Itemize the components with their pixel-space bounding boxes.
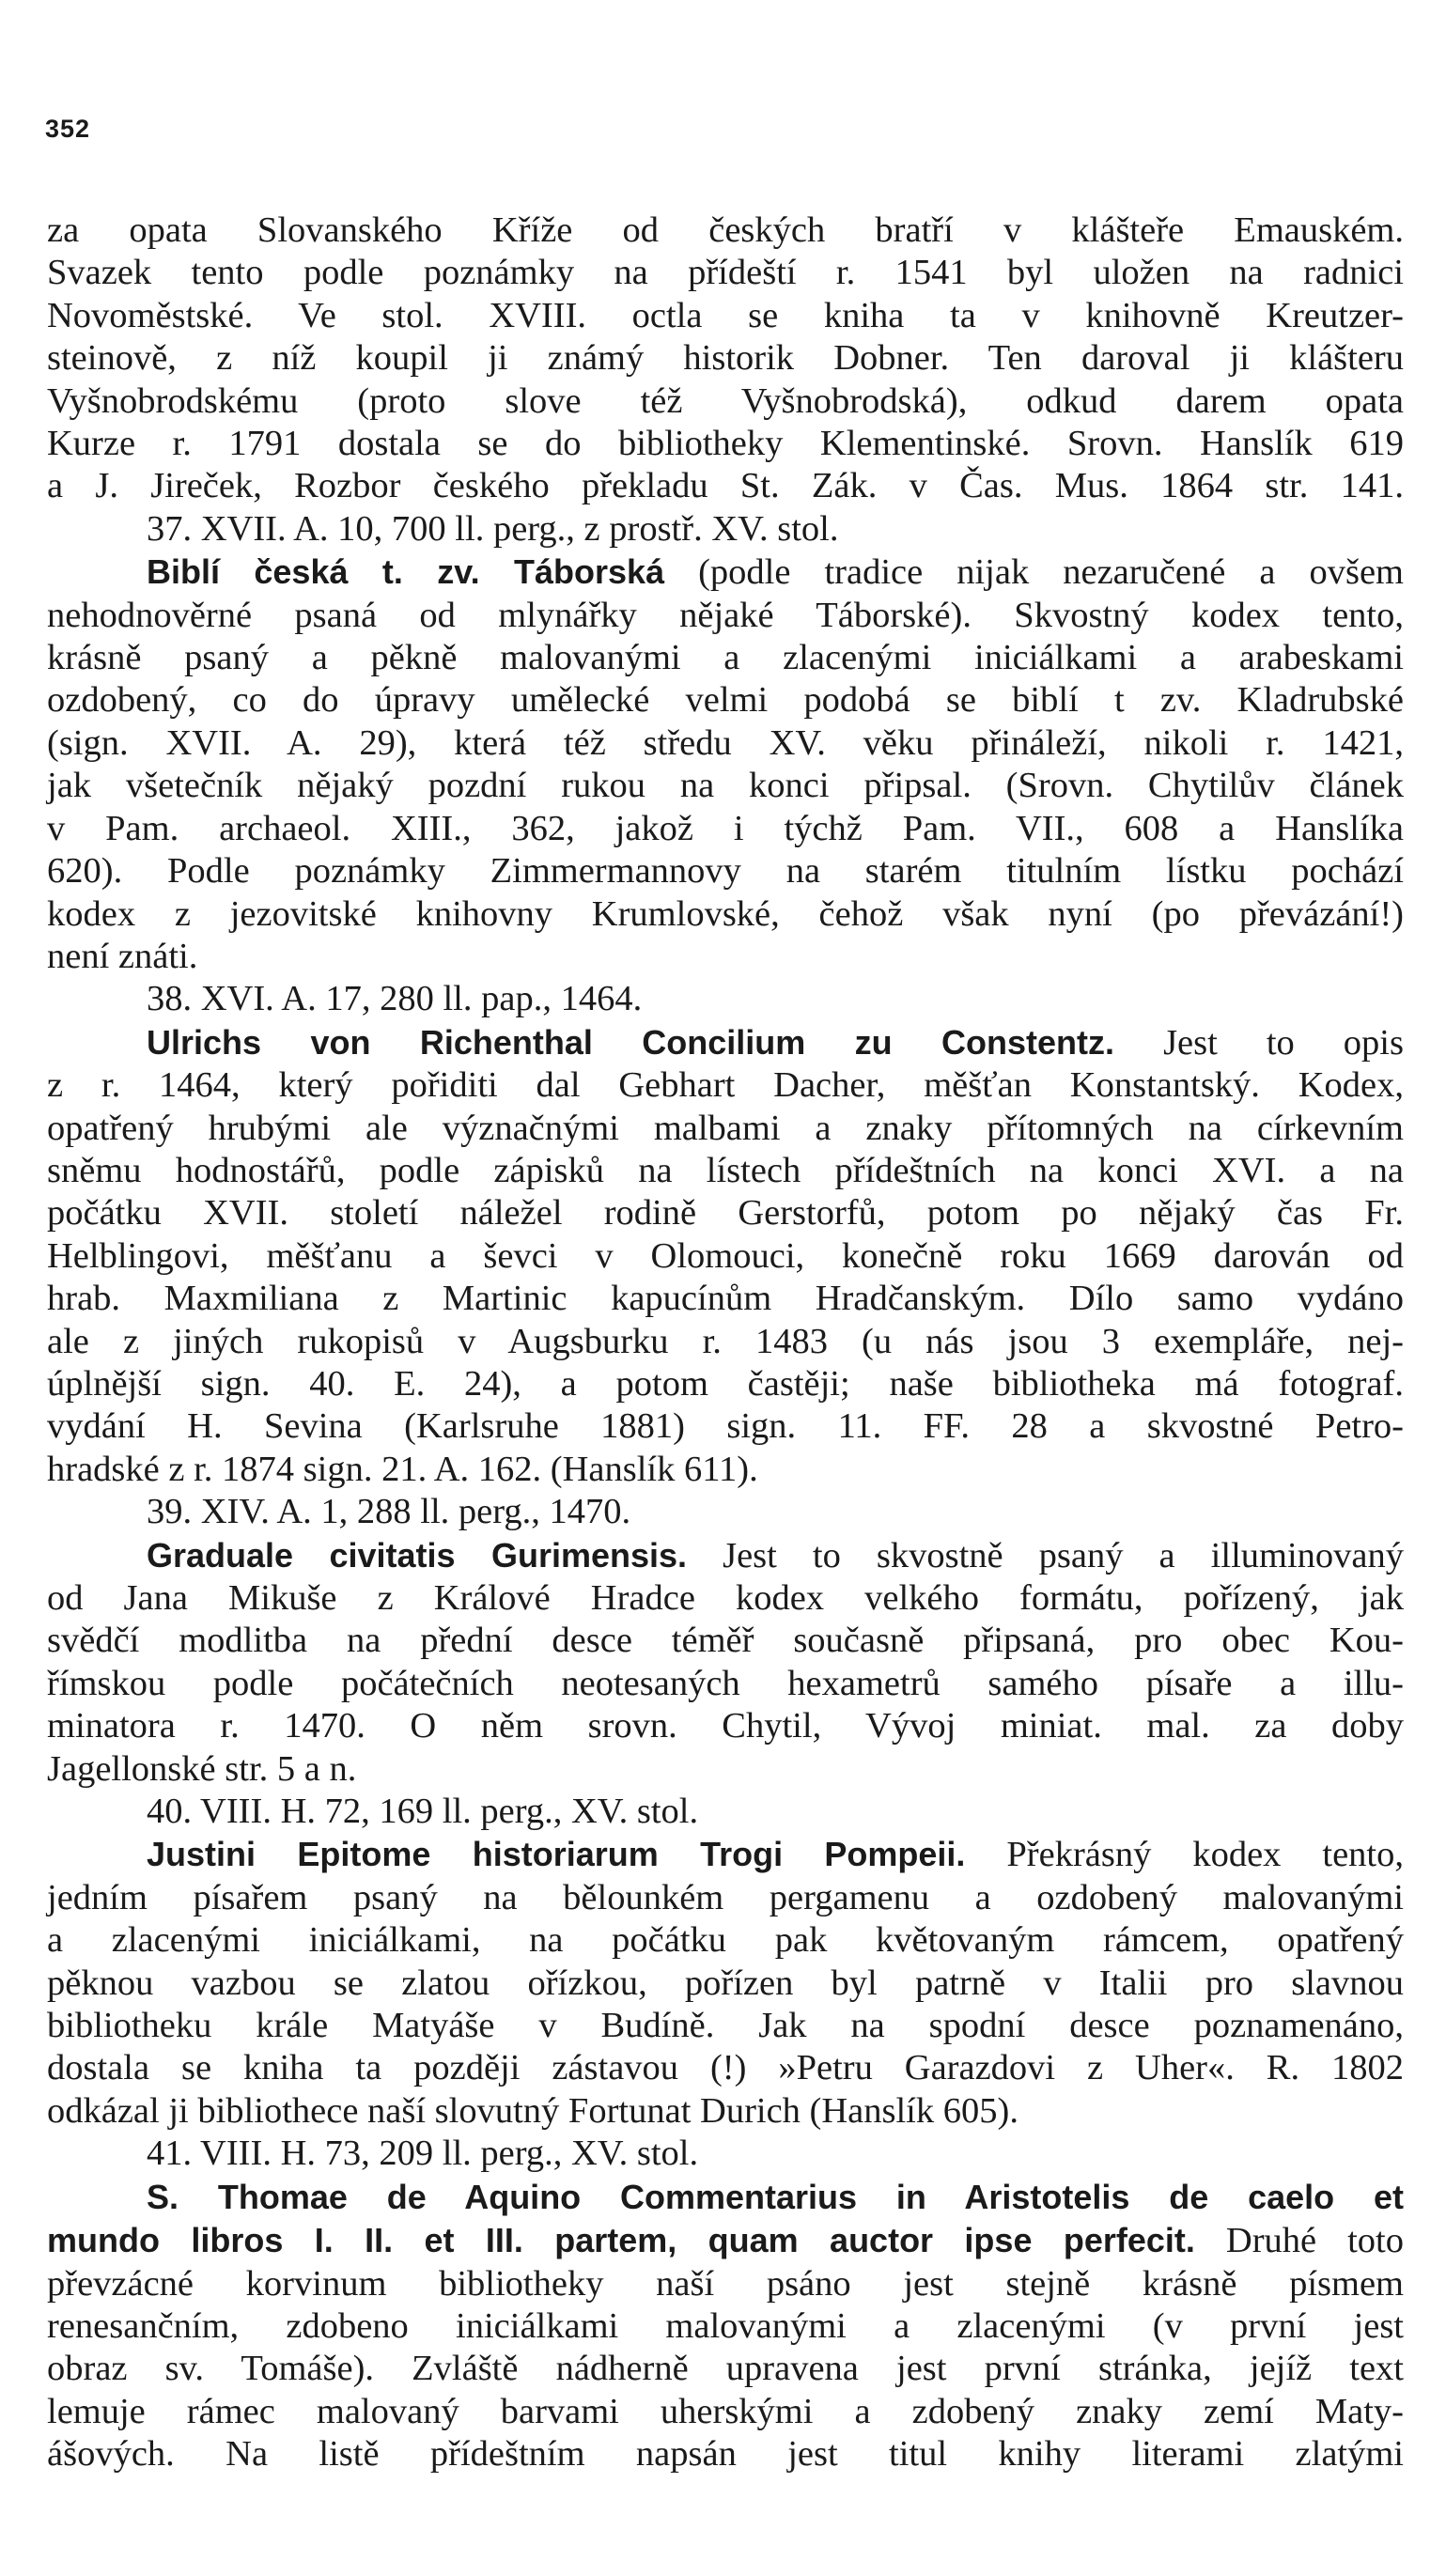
text-segment: ášových. Na listě přídeštním napsán jest titul knihy literami zlatými: [47, 2434, 1404, 2475]
text-line: [47, 850, 1404, 892]
text-segment: nehodnověrné psaná od mlynářky nějaké Táborské). Skvostný kodex tento,: [47, 595, 1404, 635]
text-line: [47, 2305, 1404, 2348]
text-segment: 38. XVI. A. 17, 280 ll. pap., 1464.: [147, 979, 643, 1019]
text-line: [47, 595, 1404, 637]
text-segment: minatora r. 1470. O něm srovn. Chytil, Vývoj miniat. mal. za doby: [47, 1706, 1404, 1746]
text-line: [47, 1321, 1404, 1363]
text-segment: úplnější sign. 40. E. 24), a potom častěji; naše bibliotheka má fotograf.: [47, 1363, 1404, 1404]
entry-title: Biblí česká t. zv. Táborská: [147, 552, 665, 592]
text-segment: steinově, z níž koupil ji známý historik Dobner. Ten daroval ji klášteru: [47, 338, 1404, 379]
text-segment: počátku XVII. století náležel rodině Gerstorfů, potom po nějaký čas Fr.: [47, 1193, 1404, 1234]
page-number: 352: [45, 115, 91, 143]
text-line: [47, 2090, 1404, 2133]
text-line: [47, 1150, 1404, 1192]
text-segment: Kurze r. 1791 dostala se do bibliotheky Klementinské. Srovn. Hanslík 619: [47, 424, 1404, 464]
text-line: [47, 893, 1404, 936]
text-line: [47, 1791, 1404, 1833]
text-segment: hradské z r. 1874 sign. 21. A. 162. (Hanslík 611).: [47, 1449, 758, 1489]
text-line: [47, 1663, 1404, 1705]
text-segment: Vyšnobrodskému (proto slove též Vyšnobrodská), odkud darem opata: [47, 380, 1404, 421]
text-segment: jak všetečník nějaký pozdní rukou na konci připsal. (Srovn. Chytilův článek: [47, 766, 1404, 806]
text-line: [47, 508, 1404, 551]
text-line: [47, 722, 1404, 765]
text-segment: 40. VIII. H. 72, 169 ll. perg., XV. stol.: [147, 1792, 699, 1832]
text-line: [47, 1833, 1404, 1876]
text-line: [47, 1748, 1404, 1791]
text-segment: 39. XIV. A. 1, 288 ll. perg., 1470.: [147, 1492, 631, 1532]
text-line: [47, 978, 1404, 1020]
text-segment: dostala se kniha ta později zástavou (!) »Petru Garazdovi z Uher«. R. 1802: [47, 2048, 1404, 2088]
entry-title: mundo libros I. II. et III. partem, quam auctor ipse perfecit.: [47, 2221, 1195, 2260]
text-segment: 37. XVII. A. 10, 700 ll. perg., z prostř. XV. stol.: [147, 508, 839, 549]
text-segment: Jest to skvostně psaný a illuminovaný: [687, 1535, 1404, 1575]
text-line: [47, 679, 1404, 722]
text-segment: a zlacenými iniciálkami, na počátku pak květovaným rámcem, opatřený: [47, 1920, 1404, 1961]
text-segment: Novoměstské. Ve stol. XVIII. octla se kniha ta v knihovně Kreutzer-: [47, 295, 1404, 335]
text-segment: svědčí modlitba na přední desce téměř současně připsaná, pro obec Kou-: [47, 1621, 1404, 1661]
text-segment: lemuje rámec malovaný barvami uherskými a zdobený znaky zemí Maty-: [47, 2391, 1404, 2431]
text-segment: v Pam. archaeol. XIII., 362, jakož i týchž Pam. VII., 608 a Hanslíka: [47, 808, 1404, 848]
text-line: [47, 1919, 1404, 1962]
text-segment: ale z jiných rukopisů v Augsburku r. 1483 (u nás jsou 3 exempláře, nej-: [47, 1321, 1404, 1361]
text-line: [47, 1405, 1404, 1448]
text-line: [47, 2176, 1404, 2219]
text-segment: hrab. Maxmiliana z Martinic kapucínům Hradčanským. Dílo samo vydáno: [47, 1279, 1404, 1319]
entry-title: Graduale civitatis Gurimensis.: [147, 1535, 688, 1575]
text-segment: obraz sv. Tomáše). Zvláště nádherně upravena jest první stránka, jejíž text: [47, 2349, 1404, 2389]
text-line: [47, 2133, 1404, 2175]
text-line: [47, 252, 1404, 294]
text-line: [47, 1363, 1404, 1405]
text-segment: z r. 1464, který pořiditi dal Gebhart Dacher, měšťan Konstantský. Kodex,: [47, 1065, 1404, 1106]
text-line: [47, 936, 1404, 978]
text-line: [47, 465, 1404, 507]
entry-title: S. Thomae de Aquino Commentarius in Aristotelis de caelo et: [147, 2177, 1404, 2216]
text-segment: (podle tradice nijak nezaručené a ovšem: [664, 552, 1404, 593]
text-line: [47, 551, 1404, 594]
text-line: [47, 1963, 1404, 2005]
text-segment: Svazek tento podle poznámky na přídeští r. 1541 byl uložen na radnici: [47, 253, 1404, 293]
text-line: [47, 1021, 1404, 1064]
text-line: [47, 1577, 1404, 1620]
entry-title: Ulrichs von Richenthal Concilium zu Constentz.: [147, 1022, 1115, 1062]
text-line: [47, 209, 1404, 252]
text-line: [47, 1192, 1404, 1234]
text-segment: bibliotheku krále Matyáše v Budíně. Jak na spodní desce poznamenáno,: [47, 2006, 1404, 2046]
text-line: [47, 1534, 1404, 1577]
text-segment: Helblingovi, měšťanu a ševci v Olomouci, konečně roku 1669 darován od: [47, 1235, 1404, 1276]
text-segment: opatřený hrubými ale význačnými malbami a znaky přítomných na církevním: [47, 1108, 1404, 1148]
text-line: [47, 337, 1404, 380]
text-line: [47, 1877, 1404, 1919]
text-segment: kodex z jezovitské knihovny Krumlovské, čehož však nyní (po převázání!): [47, 893, 1404, 934]
text-segment: převzácné korvinum bibliotheky naší psáno jest stejně krásně písmem: [47, 2263, 1404, 2304]
text-line: [47, 808, 1404, 850]
text-line: [47, 2348, 1404, 2390]
text-segment: 620). Podle poznámky Zimmermannovy na starém titulním lístku pochází: [47, 851, 1404, 892]
text-segment: ozdobený, co do úpravy umělecké velmi podobá se biblí t zv. Kladrubské: [47, 680, 1404, 721]
text-segment: pěknou vazbou se zlatou ořízkou, pořízen byl patrně v Italii pro slavnou: [47, 1963, 1404, 2003]
text-line: [47, 637, 1404, 679]
text-segment: odkázal ji bibliothece naší slovutný Fortunat Durich (Hanslík 605).: [47, 2090, 1018, 2131]
text-segment: sněmu hodnostářů, podle zápisků na lístech přídeštních na konci XVI. a na: [47, 1150, 1404, 1190]
text-line: [47, 1235, 1404, 1278]
text-segment: za opata Slovanského Kříže od českých bratří v klášteře Emauském.: [47, 210, 1404, 250]
text-segment: od Jana Mikuše z Králové Hradce kodex velkého formátu, pořízený, jak: [47, 1578, 1404, 1618]
text-line: [47, 295, 1404, 337]
text-line: [47, 1491, 1404, 1533]
text-line: [47, 1278, 1404, 1320]
entry-title: Justini Epitome historiarum Trogi Pompeii.: [147, 1835, 966, 1874]
text-line: [47, 1064, 1404, 1107]
text-segment: Druhé toto: [1194, 2221, 1404, 2261]
text-segment: Překrásný kodex tento,: [965, 1835, 1404, 1875]
text-line: [47, 1108, 1404, 1150]
text-line: [47, 1449, 1404, 1491]
text-line: [47, 1705, 1404, 1747]
text-line: [47, 765, 1404, 807]
text-segment: není znáti.: [47, 936, 198, 976]
text-segment: vydání H. Sevina (Karlsruhe 1881) sign. 11. FF. 28 a skvostné Petro-: [47, 1406, 1404, 1447]
body-text: [47, 209, 1404, 2476]
text-line: [47, 380, 1404, 423]
text-line: [47, 2263, 1404, 2305]
text-segment: (sign. XVII. A. 29), která též středu XV. věku přináleží, nikoli r. 1421,: [47, 722, 1404, 763]
text-segment: a J. Jireček, Rozbor českého překladu St. Zák. v Čas. Mus. 1864 str. 141.: [47, 466, 1404, 506]
text-line: [47, 2219, 1404, 2262]
text-line: [47, 2005, 1404, 2047]
text-segment: 41. VIII. H. 73, 209 ll. perg., XV. stol.: [147, 2134, 699, 2174]
text-segment: krásně psaný a pěkně malovanými a zlacenými iniciálkami a arabeskami: [47, 638, 1404, 678]
text-line: [47, 2433, 1404, 2475]
text-line: [47, 2391, 1404, 2433]
text-line: [47, 1620, 1404, 1662]
text-segment: jedním písařem psaný na bělounkém pergamenu a ozdobený malovanými: [47, 1877, 1404, 1917]
text-segment: renesančním, zdobeno iniciálkami malovanými a zlacenými (v první jest: [47, 2305, 1404, 2346]
text-line: [47, 423, 1404, 465]
text-segment: římskou podle počátečních neotesaných hexametrů samého písaře a illu-: [47, 1663, 1404, 1703]
text-segment: Jagellonské str. 5 a n.: [47, 1748, 357, 1789]
text-line: [47, 2047, 1404, 2089]
text-segment: Jest to opis: [1114, 1022, 1404, 1063]
